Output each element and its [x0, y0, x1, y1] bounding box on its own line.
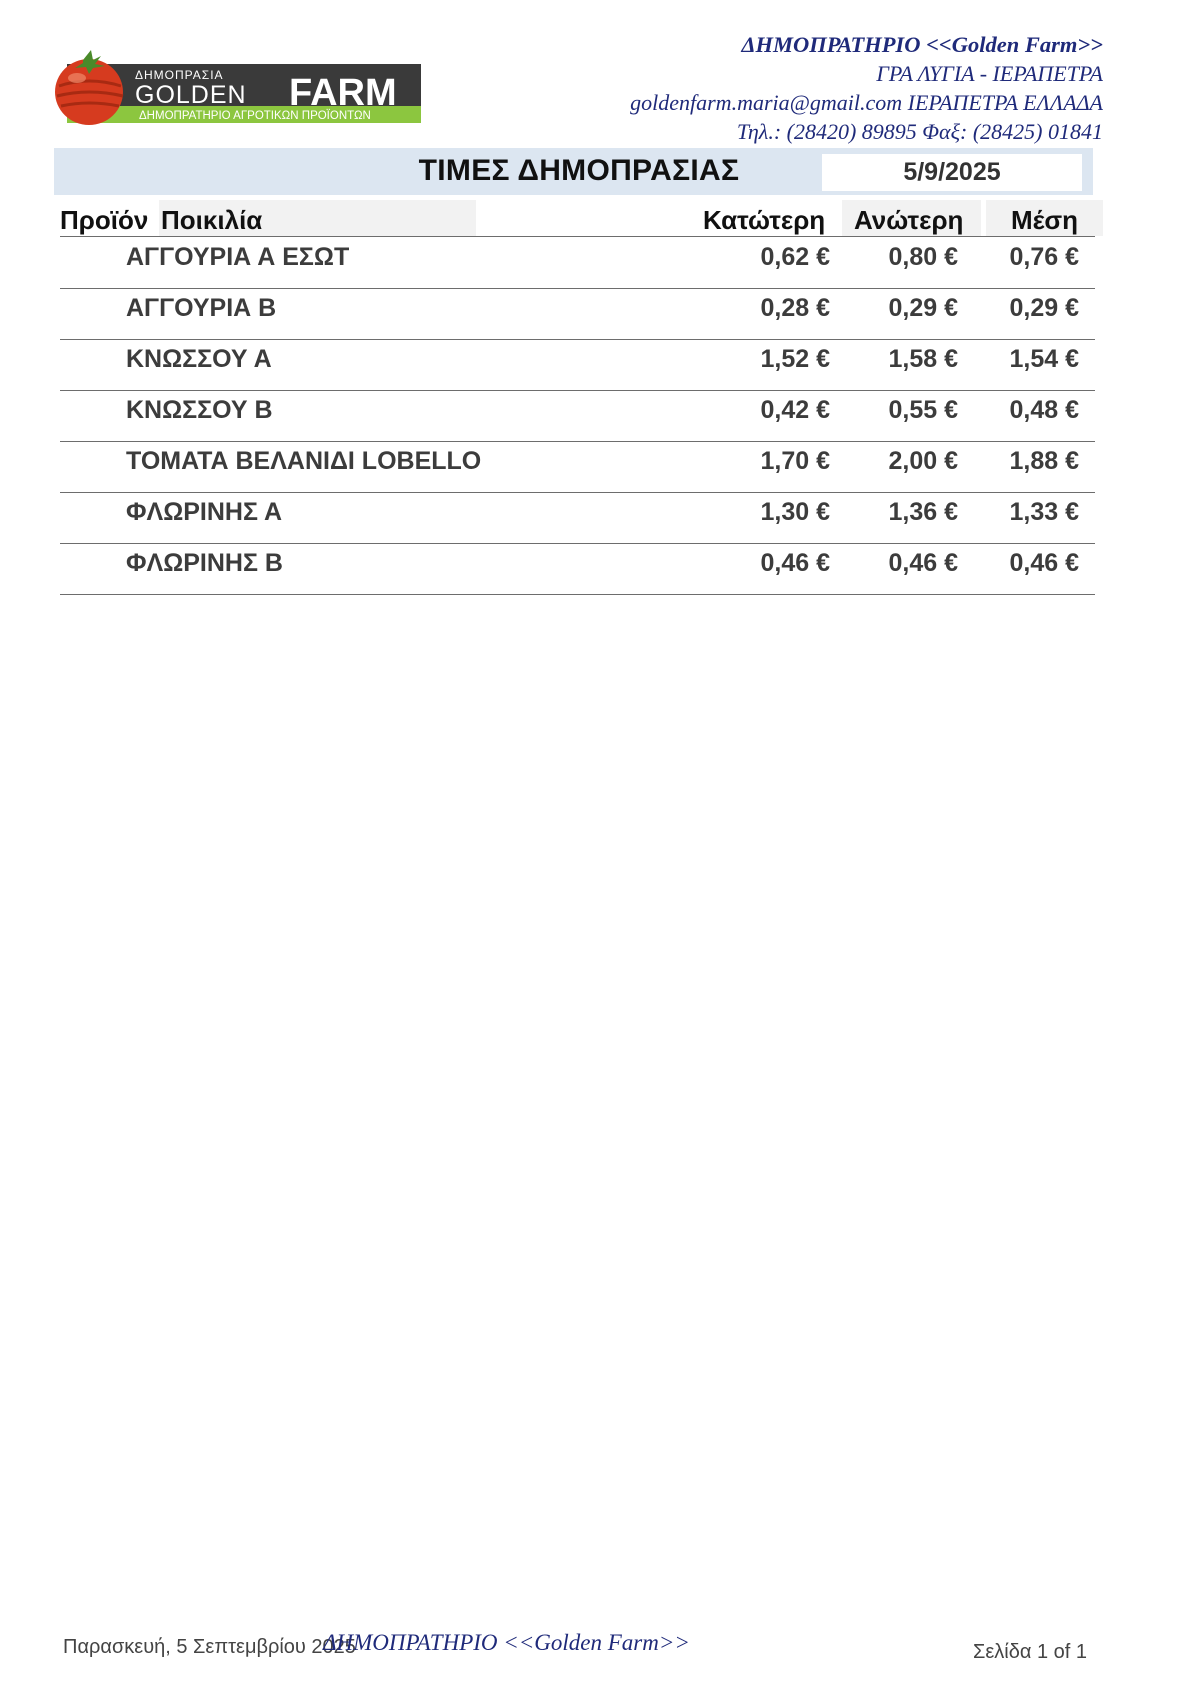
variety-cell: ΚΝΩΣΣΟΥ Β: [126, 396, 273, 424]
high-price-cell: 0,55 €: [888, 396, 958, 424]
high-price-cell: 0,80 €: [888, 243, 958, 271]
row-divider: [60, 594, 1095, 595]
variety-cell: ΤΟΜΑΤΑ ΒΕΛΑΝΙΔΙ LOBELLO: [126, 447, 482, 475]
column-header-variety: Ποικιλία: [159, 200, 476, 236]
table-row: [60, 390, 1095, 441]
avg-price-cell: 1,54 €: [1009, 345, 1079, 373]
avg-price-cell: 0,48 €: [1009, 396, 1079, 424]
report-title-bar: [54, 148, 1093, 195]
table-row: [60, 288, 1095, 339]
svg-text:ΔΗΜΟΠΡΑΤΗΡΙΟ ΑΓΡΟΤΙΚΩΝ ΠΡΟΪΟΝΤ: ΔΗΜΟΠΡΑΤΗΡΙΟ ΑΓΡΟΤΙΚΩΝ ΠΡΟΪΟΝΤΩΝ: [139, 110, 371, 122]
avg-price-cell: 0,29 €: [1009, 294, 1079, 322]
low-price-cell: 0,62 €: [760, 243, 830, 271]
variety-cell: ΑΓΓΟΥΡΙΑ Α ΕΣΩΤ: [126, 243, 350, 271]
column-header-product: Προϊόν: [60, 205, 149, 235]
report-title: ΤΙΜΕΣ ΔΗΜΟΠΡΑΣΙΑΣ: [418, 154, 740, 187]
svg-text:FARM: FARM: [289, 72, 397, 114]
svg-text:GOLDEN: GOLDEN: [135, 81, 247, 109]
footer-organization: ΔΗΜΟΠΡΑΤΗΡΙΟ <<Golden Farm>>: [323, 1630, 690, 1655]
high-price-cell: 0,46 €: [888, 549, 958, 577]
column-header-avg: Μέση: [986, 200, 1103, 236]
organization-header: [630, 30, 1103, 146]
table-row: [60, 339, 1095, 390]
footer-page-number: Σελίδα 1 of 1: [972, 1641, 1087, 1663]
high-price-cell: 1,58 €: [888, 345, 958, 373]
table-row: [60, 492, 1095, 543]
organization-email: goldenfarm.maria@gmail.com ΙΕΡΑΠΕΤΡΑ ΕΛΛΑΔΑ: [630, 90, 1103, 115]
table-row: [60, 441, 1095, 492]
variety-cell: ΦΛΩΡΙΝΗΣ Α: [126, 498, 283, 526]
variety-cell: ΑΓΓΟΥΡΙΑ Β: [126, 294, 277, 322]
low-price-cell: 1,52 €: [760, 345, 830, 373]
column-header-high: Ανώτερη: [842, 200, 981, 236]
avg-price-cell: 0,46 €: [1009, 549, 1079, 577]
avg-price-cell: 0,76 €: [1009, 243, 1079, 271]
organization-name: ΔΗΜΟΠΡΑΤΗΡΙΟ <<Golden Farm>>: [741, 32, 1103, 57]
avg-price-cell: 1,88 €: [1009, 447, 1079, 475]
variety-cell: ΚΝΩΣΣΟΥ Α: [126, 345, 272, 373]
low-price-cell: 0,42 €: [760, 396, 830, 424]
low-price-cell: 0,28 €: [760, 294, 830, 322]
table-row: [60, 237, 1095, 288]
table-row: [60, 543, 1095, 594]
low-price-cell: 0,46 €: [760, 549, 830, 577]
low-price-cell: 1,30 €: [760, 498, 830, 526]
high-price-cell: 0,29 €: [888, 294, 958, 322]
high-price-cell: 1,36 €: [888, 498, 958, 526]
high-price-cell: 2,00 €: [888, 447, 958, 475]
report-date: 5/9/2025: [822, 154, 1082, 191]
avg-price-cell: 1,33 €: [1009, 498, 1079, 526]
svg-text:ΔΗΜΟΠΡΑΣΙΑ: ΔΗΜΟΠΡΑΣΙΑ: [135, 68, 224, 82]
low-price-cell: 1,70 €: [760, 447, 830, 475]
footer-date: Παρασκευή, 5 Σεπτεμβρίου 2025: [63, 1636, 356, 1658]
organization-location: ΓΡΑ ΛΥΓΙΑ - ΙΕΡΑΠΕΤΡΑ: [876, 61, 1103, 86]
organization-phone: Τηλ.: (28420) 89895 Φαξ: (28425) 01841: [736, 119, 1103, 144]
variety-cell: ΦΛΩΡΙΝΗΣ Β: [126, 549, 283, 577]
tomato-icon: [55, 50, 123, 125]
golden-farm-logo: [53, 48, 421, 125]
column-header-low: Κατώτερη: [703, 205, 826, 235]
